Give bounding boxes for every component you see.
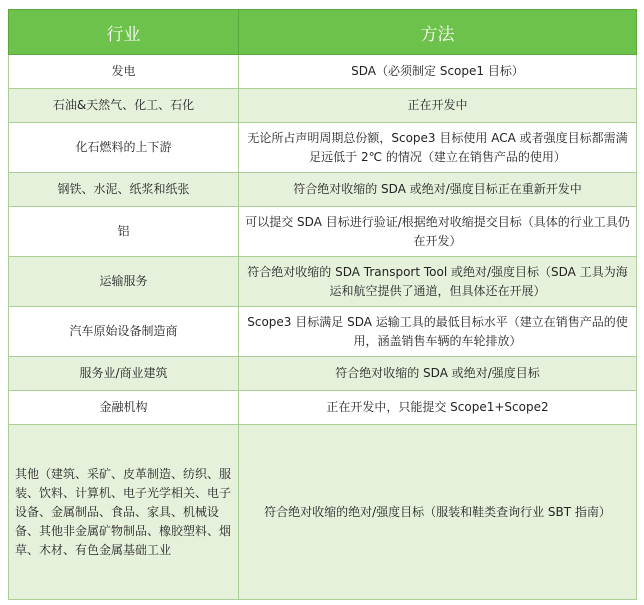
table-row bbox=[9, 391, 637, 425]
method-cell: SDA（必须制定 Scope1 目标） bbox=[239, 55, 637, 89]
industry-cell: 石油&天然气、化工、石化 bbox=[9, 89, 239, 123]
industry-method-table bbox=[8, 9, 637, 600]
industry-cell: 金融机构 bbox=[9, 391, 239, 425]
table-row bbox=[9, 173, 637, 207]
table-row bbox=[9, 257, 637, 307]
table-row bbox=[9, 357, 637, 391]
industry-cell: 钢铁、水泥、纸浆和纸张 bbox=[9, 173, 239, 207]
table-row bbox=[9, 123, 637, 173]
method-cell: 符合绝对收缩的绝对/强度目标（服装和鞋类查询行业 SBT 指南） bbox=[239, 425, 637, 600]
industry-cell: 其他（建筑、采矿、皮革制造、纺织、服装、饮料、计算机、电子光学相关、电子设备、金属制品、食品、家具、机械设备、其他非金属矿物制品、橡胶塑料、烟草、木材、有色金属基础工业 bbox=[9, 425, 239, 600]
industry-cell: 铝 bbox=[9, 207, 239, 257]
industry-cell: 服务业/商业建筑 bbox=[9, 357, 239, 391]
table-row bbox=[9, 89, 637, 123]
method-cell: 符合绝对收缩的 SDA Transport Tool 或绝对/强度目标（SDA 工具为海运和航空提供了通道，但具体还在开展） bbox=[239, 257, 637, 307]
header-industry: 行业 bbox=[9, 10, 239, 55]
table-row bbox=[9, 307, 637, 357]
method-cell: 无论所占声明周期总份额，Scope3 目标使用 ACA 或者强度目标都需满足远低于 2℃ 的情况（建立在销售产品的使用） bbox=[239, 123, 637, 173]
method-cell: 可以提交 SDA 目标进行验证/根据绝对收缩提交目标（具体的行业工具仍在开发） bbox=[239, 207, 637, 257]
table-row bbox=[9, 425, 637, 600]
method-cell: Scope3 目标满足 SDA 运输工具的最低目标水平（建立在销售产品的使用，涵盖销售车辆的车轮排放） bbox=[239, 307, 637, 357]
industry-cell: 运输服务 bbox=[9, 257, 239, 307]
table-row bbox=[9, 207, 637, 257]
table-row bbox=[9, 55, 637, 89]
method-cell: 符合绝对收缩的 SDA 或绝对/强度目标正在重新开发中 bbox=[239, 173, 637, 207]
method-cell: 正在开发中，只能提交 Scope1+Scope2 bbox=[239, 391, 637, 425]
header-method: 方法 bbox=[239, 10, 637, 55]
industry-cell: 化石燃料的上下游 bbox=[9, 123, 239, 173]
method-cell: 符合绝对收缩的 SDA 或绝对/强度目标 bbox=[239, 357, 637, 391]
method-cell: 正在开发中 bbox=[239, 89, 637, 123]
industry-cell: 汽车原始设备制造商 bbox=[9, 307, 239, 357]
industry-cell: 发电 bbox=[9, 55, 239, 89]
table-header-row bbox=[9, 10, 637, 55]
